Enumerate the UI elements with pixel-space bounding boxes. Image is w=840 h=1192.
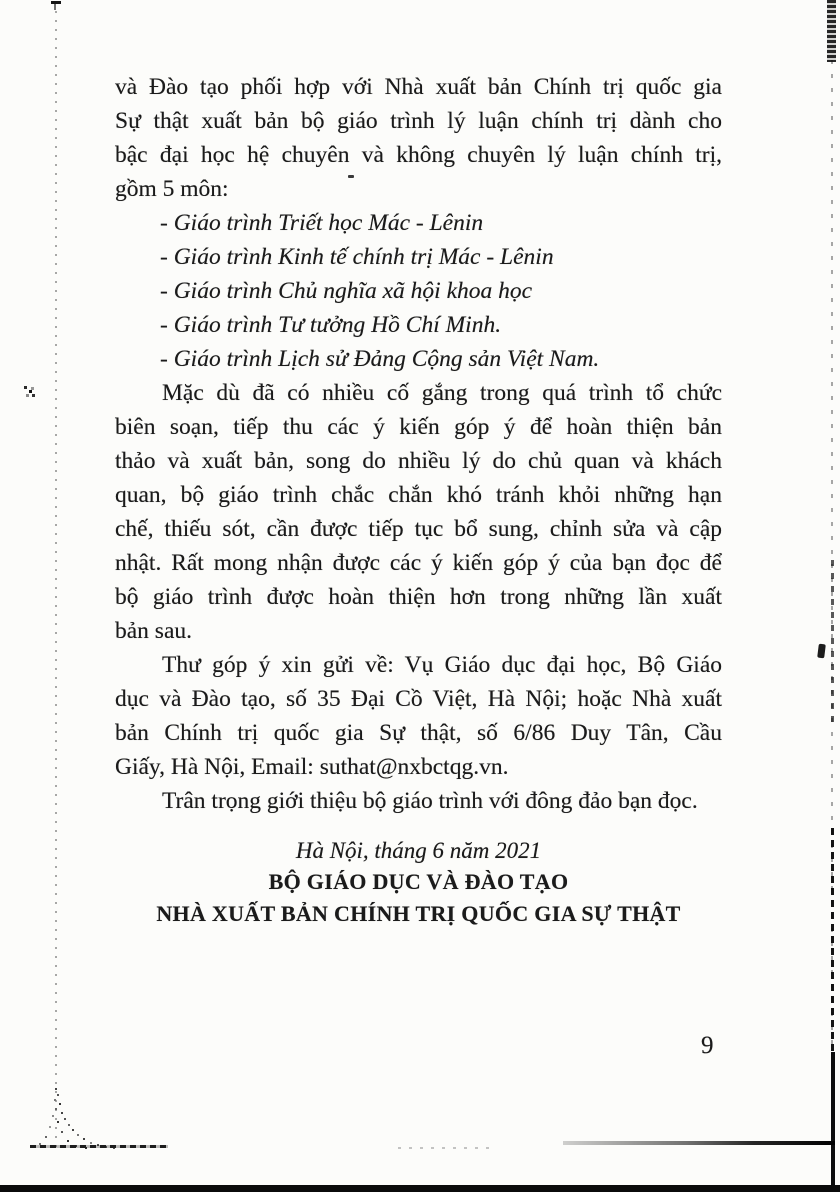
signature-org-ministry: BỘ GIÁO DỤC VÀ ĐÀO TẠO bbox=[268, 869, 569, 894]
scan-artifact-speckle-cone bbox=[55, 1088, 57, 1090]
page-number: 9 bbox=[701, 1032, 714, 1059]
text-line: Sự thật xuất bản bộ giáo trình lý luận chính trị dành cho bbox=[115, 108, 722, 134]
textbook-title-list bbox=[115, 206, 722, 376]
scan-artifact-left-margin-speck bbox=[24, 386, 27, 389]
paragraph bbox=[115, 784, 722, 818]
scan-artifact-right-margin-blob bbox=[817, 644, 826, 659]
paragraph bbox=[115, 70, 722, 206]
list-item: - Giáo trình Tư tưởng Hồ Chí Minh. bbox=[160, 312, 502, 338]
scan-artifact-right-solid-line bbox=[831, 1052, 835, 1192]
text-line: chế, thiếu sót, cần được tiếp tục bổ sung, chỉnh sửa và cập bbox=[115, 516, 722, 542]
signature-block bbox=[115, 836, 722, 930]
text-line: Thư góp ý xin gửi về: Vụ Giáo dục đại học, Bộ Giáo bbox=[162, 652, 722, 678]
scan-artifact-topleft-mark bbox=[51, 1, 61, 4]
scan-artifact-bottom-dash-middle bbox=[398, 1147, 493, 1149]
signature-place-date: Hà Nội, tháng 6 năm 2021 bbox=[295, 838, 542, 863]
text-block bbox=[115, 70, 722, 818]
text-line: bậc đại học hệ chuyên và không chuyên lý luận chính trị, bbox=[115, 142, 722, 168]
text-line: và Đào tạo phối hợp với Nhà xuất bản Chính trị quốc gia bbox=[115, 74, 722, 100]
scan-artifact-right-top-dashes bbox=[827, 0, 836, 62]
scan-artifact-bottom-dash-right bbox=[563, 1141, 835, 1145]
text-line: bản Chính trị quốc gia Sự thật, số 6/86 Duy Tân, Cầu bbox=[115, 720, 722, 746]
text-line: biên soạn, tiếp thu các ý kiến góp ý để hoàn thiện bản bbox=[115, 414, 722, 440]
scan-artifact-right-mid-dashes bbox=[831, 560, 834, 725]
text-line: Trân trọng giới thiệu bộ giáo trình với đông đảo bạn đọc. bbox=[162, 788, 698, 814]
scan-artifact-right-dashed-line bbox=[831, 60, 833, 1060]
text-line: bộ giáo trình được hoàn thiện hơn trong những lần xuất bbox=[115, 584, 722, 610]
text-line: bản sau. bbox=[115, 618, 193, 644]
scan-artifact-left-dotted-line bbox=[55, 2, 57, 1148]
list-item: - Giáo trình Chủ nghĩa xã hội khoa học bbox=[160, 278, 533, 304]
list-item: - Giáo trình Triết học Mác - Lênin bbox=[160, 210, 484, 236]
scan-artifact-right-bottom-dashes bbox=[831, 828, 834, 1060]
paragraph bbox=[115, 648, 722, 784]
list-item: - Giáo trình Kinh tế chính trị Mác - Lênin bbox=[160, 244, 554, 270]
scan-artifact-bottom-dash-left bbox=[30, 1145, 168, 1148]
text-line: gồm 5 môn: bbox=[115, 176, 229, 202]
list-item: - Giáo trình Lịch sử Đảng Cộng sản Việt Nam. bbox=[160, 346, 600, 372]
text-line: quan, bộ giáo trình chắc chắn khó tránh khỏi những hạn bbox=[115, 482, 722, 508]
paragraph bbox=[115, 376, 722, 648]
text-line: Mặc dù đã có nhiều cố gắng trong quá trình tổ chức bbox=[162, 380, 722, 406]
scan-artifact-bottom-black-bar bbox=[0, 1185, 840, 1192]
signature-org-publisher: NHÀ XUẤT BẢN CHÍNH TRỊ QUỐC GIA SỰ THẬT bbox=[156, 901, 681, 926]
text-line: dục và Đào tạo, số 35 Đại Cồ Việt, Hà Nội; hoặc Nhà xuất bbox=[115, 686, 722, 712]
text-line: Giấy, Hà Nội, Email: suthat@nxbctqg.vn. bbox=[115, 754, 509, 780]
text-line: thảo và xuất bản, song do nhiều lý do chủ quan và khách bbox=[115, 448, 722, 474]
text-line: nhật. Rất mong nhận được các ý kiến góp ý của bạn đọc để bbox=[115, 550, 722, 576]
